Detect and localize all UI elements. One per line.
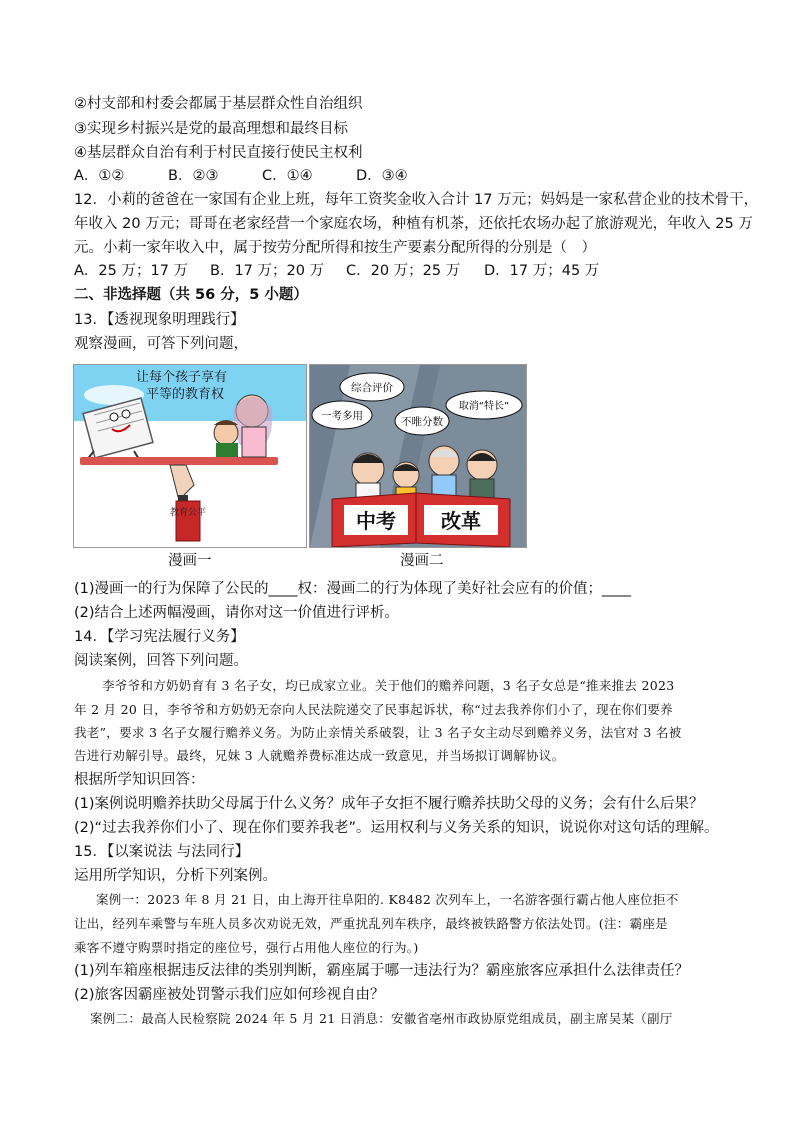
q13-part-1: (1)漫画一的行为保障了公民的____权：漫画二的行为体现了美好社会应有的价值；____	[74, 581, 632, 597]
q12-line-1: 12．小莉的爸爸在一家国有企业上班，每年工资奖金收入合计 17 万元；妈妈是一家私营企业的技术骨干，	[74, 192, 759, 208]
section-heading: 二、非选择题（共 56 分，5 小题）	[74, 287, 308, 303]
q12-option-c: C．20 万；25 万	[346, 263, 461, 279]
bubble-comprehensive	[340, 373, 404, 401]
bubble-cancel-specialty-text: 取消“特长”	[458, 401, 510, 412]
bubble-one-exam	[312, 401, 372, 429]
q11-option-d: D．③④	[356, 168, 408, 184]
caption-two: 漫画二	[400, 553, 444, 569]
cartoon-one-drawing	[74, 365, 306, 547]
q14-case-line-3: 我老”，要求 3 名子女履行赡养义务。为防止亲情关系破裂，让 3 名子女主动尽到赡养义务，法官对 3 名被	[74, 725, 682, 740]
q14-intro: 阅读案例，回答下列问题。	[74, 653, 248, 669]
q14-prompt: 根据所学知识回答：	[74, 772, 205, 788]
cartoon-one-slogan-2: 平等的教育权	[146, 387, 225, 402]
q12-option-d: D．17 万；45 万	[484, 263, 600, 279]
q15-part-1: (1)列车箱座根据违反法律的类别判断，霸座属于哪一违法行为？霸座旅客应承担什么法律责任？	[74, 963, 690, 979]
q12-line-2: 年收入 20 万元；哥哥在老家经营一个家庭农场，种植有机茶，还依托农场办起了旅游观光，年收入 25 万	[74, 216, 753, 232]
q11-option-b: B．②③	[168, 168, 219, 184]
bubble-cancel-specialty	[446, 391, 522, 419]
q15-intro: 运用所学知识，分析下列案例。	[74, 868, 277, 884]
q14-case-line-4: 告进行劝解引导。最终，兄妹 3 人就赡养费标准达成一致意见，并当场拟订调解协议。	[74, 748, 565, 763]
q12-options	[74, 261, 599, 281]
banner-text-left: 中考	[356, 509, 396, 533]
cartoon-two-drawing	[310, 365, 526, 547]
stamp-label: 教育公平	[169, 508, 207, 518]
q14-case-line-1: 李爷爷和方奶奶育有 3 名子女，均已成家立业。关于他们的赡养问题，3 名子女总是“推来推去 2023	[102, 678, 675, 693]
q15-case1-line-1: 案例一：2023 年 8 月 21 日，由上海开往阜阳的. K8482 次列车上，一名游客强行霸占他人座位拒不	[96, 892, 679, 907]
q14-case-line-2: 年 2 月 20 日，李爷爷和方奶奶无奈向人民法院递交了民事起诉状，称“过去我养你们小了，现在你们要养	[74, 702, 673, 717]
q14-part-2: (2)“过去我养你们小了、现在你们要养我老”。运用权利与义务关系的知识，说说你对这句话的理解。	[74, 820, 719, 836]
bubble-comprehensive-text: 综合评价	[351, 382, 393, 394]
q11-options	[74, 166, 408, 186]
q15-case2-line-1: 案例二：最高人民检察院 2024 年 5 月 21 日消息：安徽省亳州市政协原党组成员，副主席吴某（副厅	[90, 1011, 673, 1026]
seesaw-plank	[80, 457, 278, 465]
caption-one: 漫画一	[168, 553, 212, 569]
fairness-stamp	[176, 501, 200, 541]
q11-option-c: C．①④	[262, 168, 313, 184]
bubble-one-exam-text: 一考多用	[321, 410, 363, 422]
q13-part-2: (2)结合上述两幅漫画，请你对这一价值进行评析。	[74, 605, 400, 621]
q11-option-a: A．①②	[74, 168, 125, 184]
statement-2: ②村支部和村委会都属于基层群众性自治组织	[74, 96, 363, 112]
reform-banner	[332, 493, 510, 547]
q12-line-3: 元。小莉一家年收入中，属于按劳分配所得和按生产要素分配所得的分别是（ ）	[74, 240, 596, 256]
q13-title: 13．【透视现象明理践行】	[74, 312, 245, 328]
cartoon-two	[309, 364, 527, 548]
q15-case1-line-3: 乘客不遵守购票时指定的座位号，强行占用他人座位的行为。)	[74, 940, 419, 955]
q12-option-a: A．25 万；17 万	[74, 263, 189, 279]
statement-3: ③实现乡村振兴是党的最高理想和最终目标	[74, 121, 348, 137]
q13-intro: 观察漫画，可答下列问题，	[74, 336, 248, 352]
q15-part-2: (2)旅客因霸座被处罚警示我们应如何珍视自由？	[74, 987, 385, 1003]
bubble-not-only-score-text: 不唯分数	[401, 416, 443, 428]
bubble-not-only-score	[395, 407, 449, 435]
q15-case1-line-2: 让出，经列车乘警与车班人员多次劝说无效，严重扰乱列车秩序，最终被铁路警方依法处罚。(注：霸座是	[74, 916, 668, 931]
q14-part-1: (1)案例说明赡养扶助父母属于什么义务？成年子女拒不履行赡养扶助父母的义务；会有什么后果？	[74, 796, 704, 812]
q14-title: 14．【学习宪法履行义务】	[74, 629, 245, 645]
cartoon-one-slogan-1: 让每个孩子享有	[136, 370, 228, 385]
statement-4: ④基层群众自治有利于村民直接行使民主权利	[74, 145, 363, 161]
banner-text-right: 改革	[441, 509, 481, 533]
cartoon-one	[73, 364, 307, 548]
q12-option-b: B．17 万；20 万	[210, 263, 325, 279]
pivot-hand	[170, 465, 194, 497]
q15-title: 15．【以案说法 与法同行】	[74, 844, 250, 860]
